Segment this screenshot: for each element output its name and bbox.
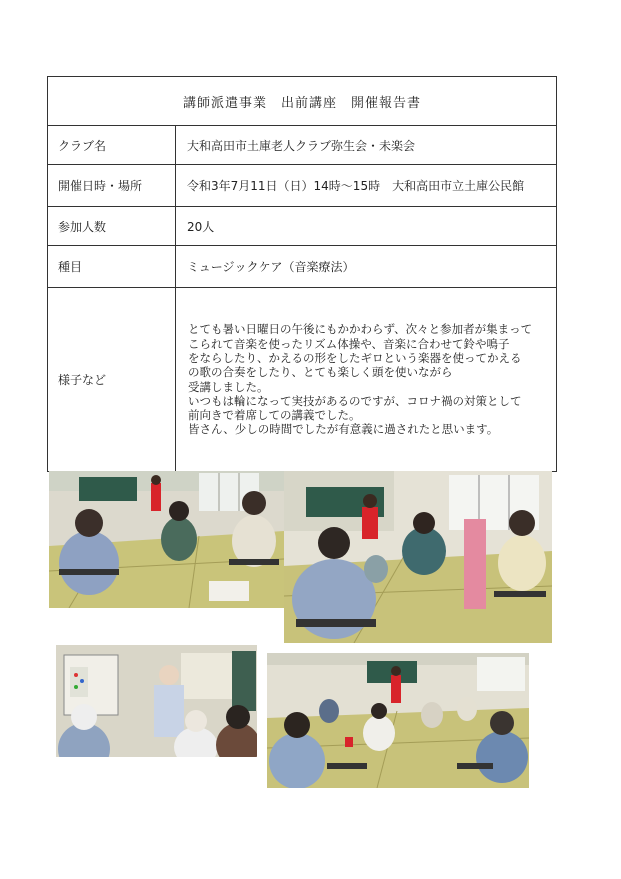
- notes-row: [48, 288, 556, 471]
- photo-speaker-with-microphone: [56, 645, 257, 757]
- date-place-label: 開催日時・場所: [48, 165, 176, 206]
- event-type-label: 種目: [48, 246, 176, 287]
- notes-line: とても暑い日曜日の午後にもかかわらず、次々と参加者が集まって: [188, 322, 533, 337]
- notes-line: いつもは輪になって実技があるのですが、コロナ禍の対策として: [188, 393, 522, 408]
- photo-instructor-red-shirt: [284, 471, 552, 643]
- notes-line: こられて音楽を使ったリズム体操や、音楽に合わせて鈴や鳴子: [188, 336, 510, 351]
- event-type-row: [48, 246, 556, 288]
- notes-line: をならしたり、かえるの形をしたギロという楽器を使ってかえる: [188, 350, 522, 365]
- notes-line: 皆さん、少しの時間でしたが有意義に過されたと思います。: [188, 422, 499, 437]
- date-place-row: [48, 165, 556, 207]
- report-form: [47, 76, 557, 472]
- event-type-value: ミュージックケア（音楽療法）: [187, 260, 355, 274]
- report-title: 講師派遣事業 出前講座 開催報告書: [48, 77, 556, 126]
- notes-body: [176, 288, 556, 471]
- participant-count-label: 参加人数: [48, 207, 176, 245]
- club-name-label: クラブ名: [48, 126, 176, 164]
- notes-label: 様子など: [48, 288, 176, 471]
- notes-line: 受講しました。: [188, 379, 269, 394]
- date-place-value: 令和3年7月11日（日）14時～15時 大和高田市立土庫公民館: [187, 179, 525, 193]
- participant-count-row: [48, 207, 556, 246]
- photo-participants-with-instruments: [267, 653, 529, 788]
- club-name-value: 大和高田市土庫老人クラブ弥生会・未楽会: [187, 138, 416, 153]
- notes-line: の歌の合奏をしたり、とても楽しく頭を使いながら: [188, 365, 453, 380]
- notes-line: 前向きで着席しての講義でした。: [188, 408, 361, 423]
- club-name-row: [48, 126, 556, 165]
- photo-seated-participants-rear: [49, 471, 284, 608]
- participant-count-value: 20人: [187, 219, 215, 234]
